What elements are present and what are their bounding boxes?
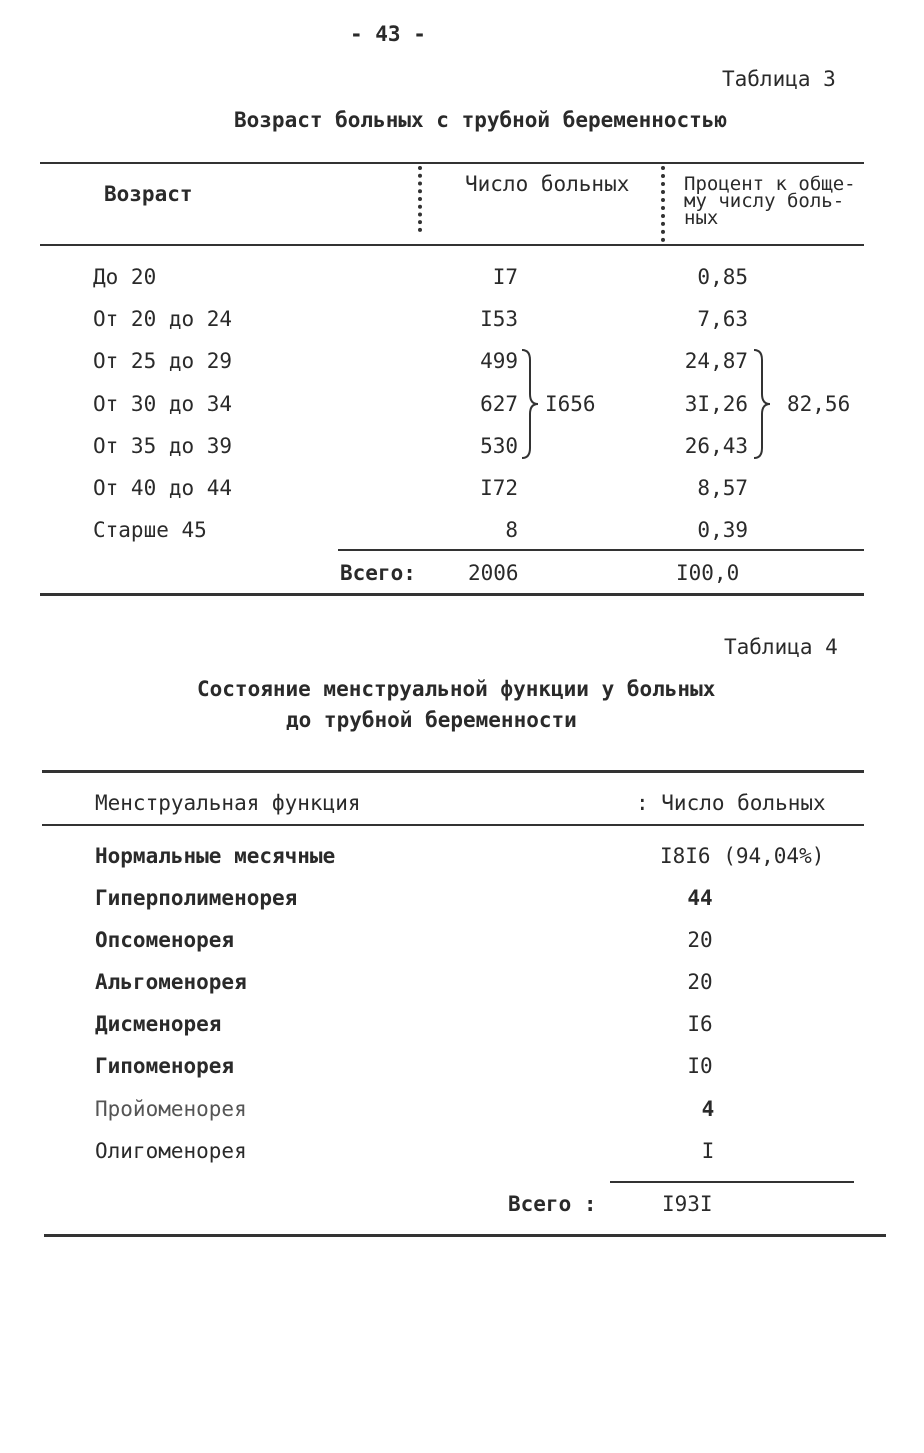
table4-row-count: 4	[701, 1097, 715, 1121]
page-number: - 43 -	[350, 22, 426, 46]
table3-group-count: I656	[545, 392, 596, 416]
table3-row-count: 8	[505, 518, 518, 542]
table3-row-percent: 0,85	[697, 265, 748, 289]
table4-total-rule	[610, 1181, 854, 1183]
table3-total-percent: I00,0	[676, 561, 740, 585]
table3-row-age: От 25 до 29	[93, 349, 233, 373]
table3-total-label: Всего:	[340, 561, 416, 585]
table4-bottom-rule	[44, 1234, 886, 1237]
table4-row-count: 44	[687, 886, 713, 910]
table3-group-percent: 82,56	[787, 392, 851, 416]
table3-row-percent: 26,43	[684, 434, 748, 458]
table4-row-count: I8I6 (94,04%)	[660, 844, 825, 868]
table3-header-percent	[684, 173, 856, 229]
table3-row-age: От 30 до 34	[93, 392, 233, 416]
table3-header-percent-line: Процент к обще-	[684, 173, 856, 195]
table4-header-function: Менструальная функция	[95, 791, 361, 815]
table3-row-count: I72	[480, 476, 518, 500]
table3-row-age: От 20 до 24	[93, 307, 233, 331]
table3-row-percent: 3I,26	[684, 392, 748, 416]
table4-row-count: 20	[687, 970, 713, 994]
table4-title-line: до трубной беременности	[286, 708, 577, 732]
table3-row-age: До 20	[93, 265, 157, 289]
table3-header-rule	[40, 244, 864, 246]
table4-row-name: Опсоменорея	[95, 928, 235, 952]
table4-row-name: Дисменорея	[95, 1012, 222, 1036]
table3-total-count: 2006	[468, 561, 519, 585]
table3-row-count: 530	[480, 434, 518, 458]
table3-count-brace	[520, 348, 540, 460]
table3-row-count: 499	[480, 349, 518, 373]
table3-row-age: От 35 до 39	[93, 434, 233, 458]
table4-row-name: Пройоменорея	[95, 1097, 247, 1121]
table3-header-count: Число больных	[465, 172, 630, 196]
table3-bottom-rule	[40, 593, 864, 596]
table3-row-percent: 7,63	[697, 307, 748, 331]
table4-header-rule	[42, 824, 864, 826]
table3-row-age: От 40 до 44	[93, 476, 233, 500]
table4-row-name: Альгоменорея	[95, 970, 247, 994]
table3-top-rule	[40, 162, 864, 164]
table4-total-label: Всего :	[508, 1192, 597, 1216]
table4-row-count: I0	[687, 1054, 713, 1078]
table3-row-percent: 0,39	[697, 518, 748, 542]
table3-row-age: Старше 45	[93, 518, 207, 542]
table4-row-count: 20	[687, 928, 713, 952]
table4-title-line: Состояние менструальной функции у больных	[197, 677, 716, 701]
table3-row-count: 627	[480, 392, 518, 416]
table3-title: Возраст больных с трубной беременностью	[234, 108, 728, 132]
table4-top-rule	[42, 770, 864, 773]
table4-row-name: Нормальные месячные	[95, 844, 336, 868]
table3-column-divider-2	[661, 166, 665, 242]
table3-label: Таблица 3	[722, 67, 836, 91]
table3-total-rule	[338, 549, 864, 551]
table4-row-name: Олигоменорея	[95, 1139, 247, 1163]
table3-row-count: I53	[480, 307, 518, 331]
table3-header-age: Возраст	[104, 182, 193, 206]
table3-header-percent-line: ных	[684, 207, 719, 229]
table4-row-count: I6	[687, 1012, 713, 1036]
table3-percent-brace	[752, 348, 772, 460]
table4-row-name: Гипоменорея	[95, 1054, 235, 1078]
table3-header-percent-line: му числу боль-	[684, 190, 845, 212]
table4-row-name: Гиперполименорея	[95, 886, 298, 910]
table4-header-count: : Число больных	[636, 791, 826, 815]
table4-label: Таблица 4	[724, 635, 838, 659]
table3-column-divider-1	[418, 166, 422, 232]
table3-row-percent: 24,87	[684, 349, 748, 373]
table4-row-count: I	[701, 1139, 715, 1163]
table4-total-count: I93I	[662, 1192, 713, 1216]
table3-row-count: I7	[492, 265, 518, 289]
table3-row-percent: 8,57	[697, 476, 748, 500]
